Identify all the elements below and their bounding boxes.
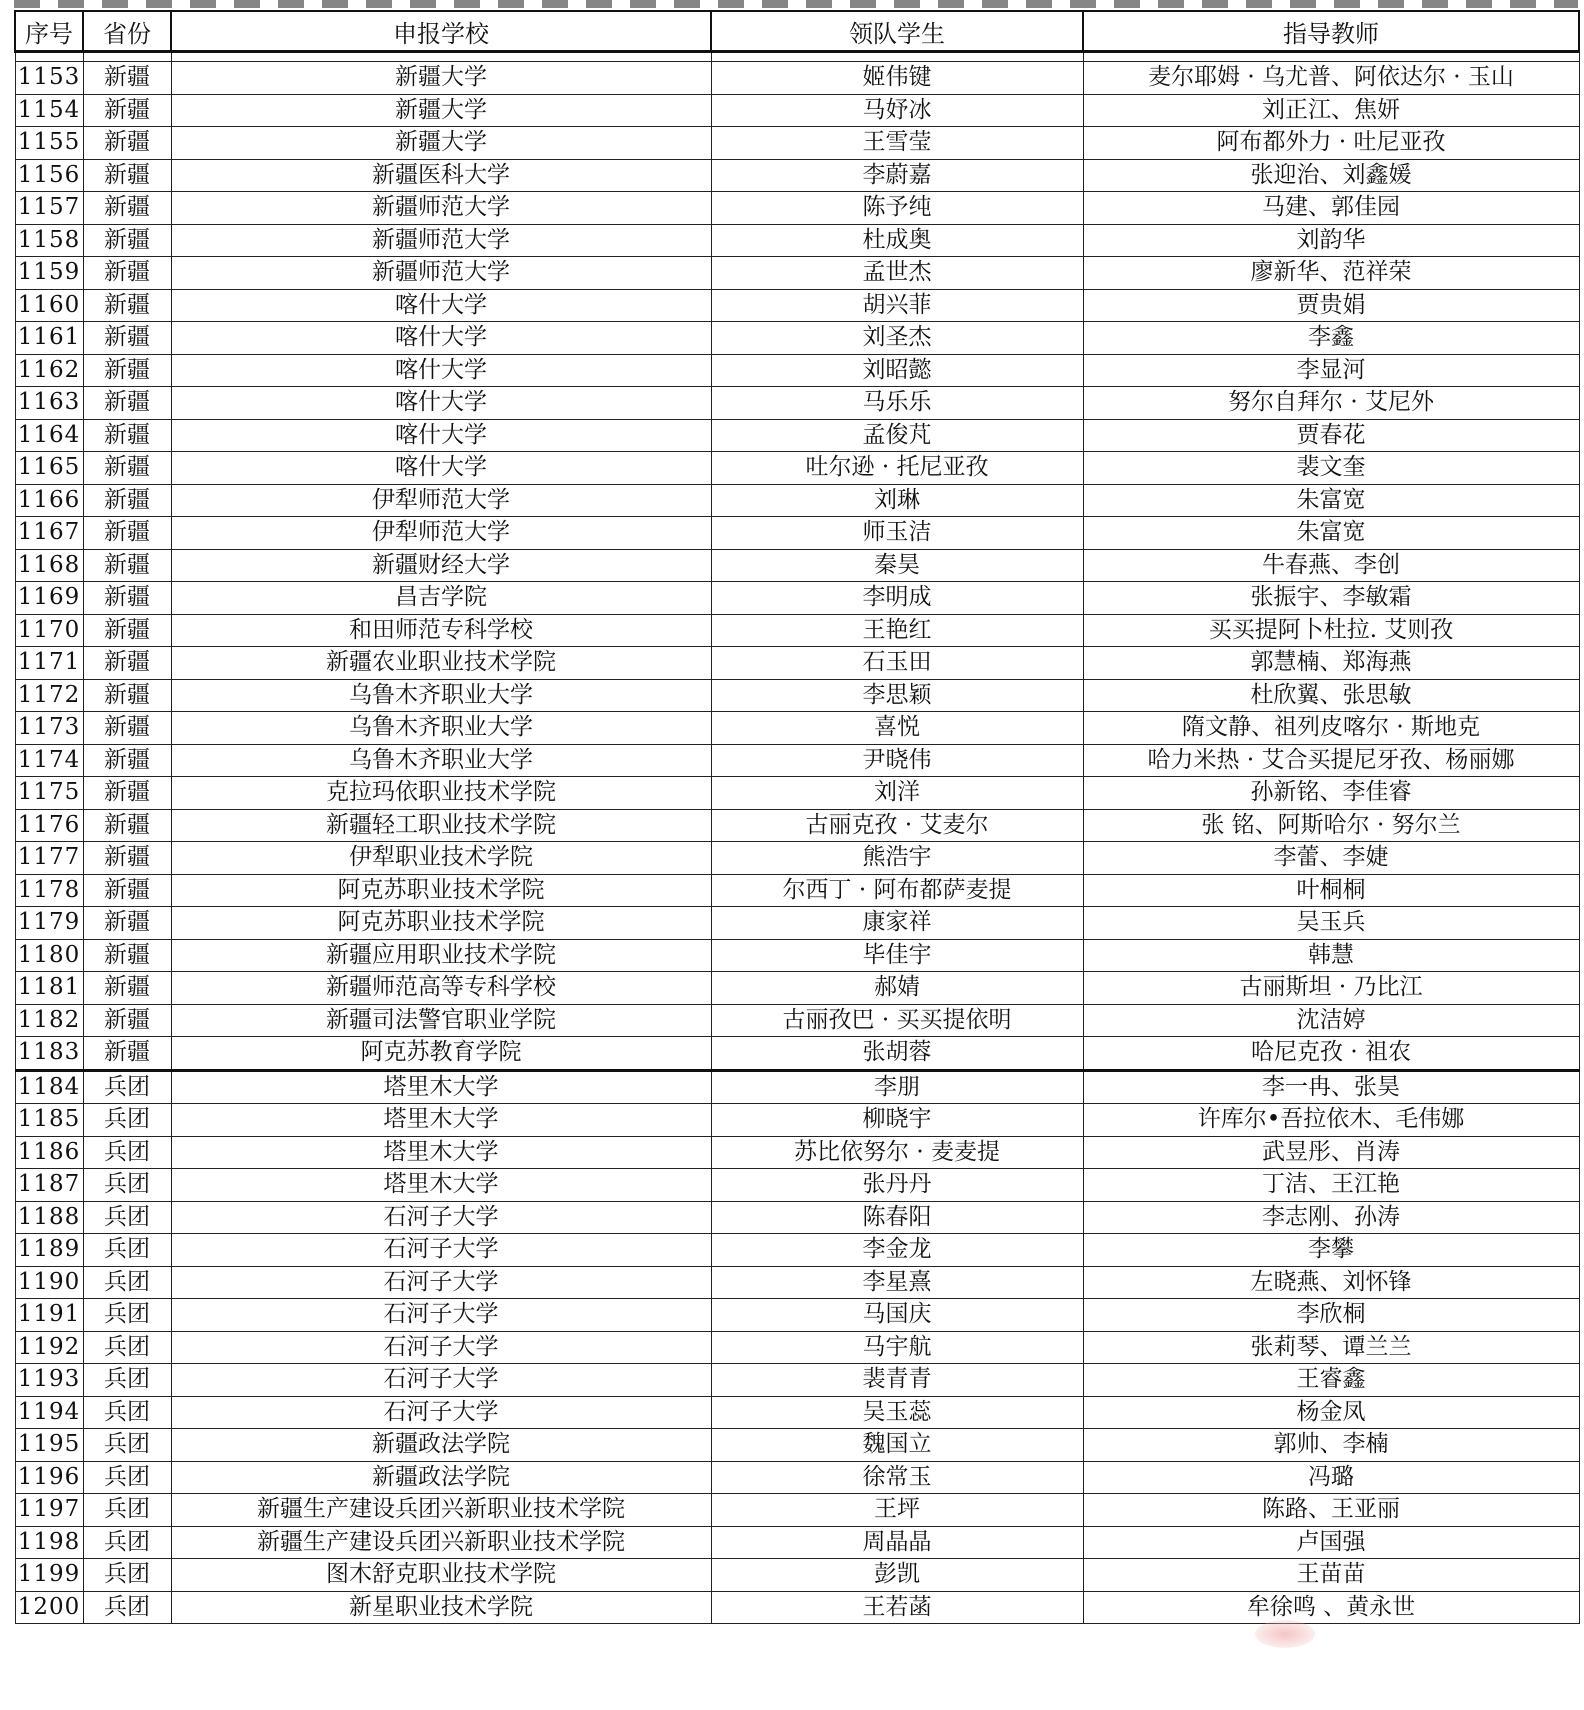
cell-school: 新疆大学	[171, 62, 711, 95]
cell-student: 陈春阳	[711, 1201, 1083, 1234]
cell-index: 1170	[15, 614, 83, 647]
cell-province: 新疆	[83, 517, 171, 550]
table-row	[15, 1559, 1579, 1592]
cell-province: 新疆	[83, 257, 171, 290]
cell-index: 1183	[15, 1037, 83, 1071]
cell-student: 李蔚嘉	[711, 159, 1083, 192]
table-row	[15, 1070, 1579, 1104]
cell-province: 兵团	[83, 1331, 171, 1364]
cell-teacher: 叶桐桐	[1083, 874, 1579, 907]
cell-school: 喀什大学	[171, 289, 711, 322]
cell-school: 新疆师范大学	[171, 257, 711, 290]
cell-teacher: 隋文静、祖列皮喀尔 · 斯地克	[1083, 712, 1579, 745]
cell-index: 1169	[15, 582, 83, 615]
cell-index: 1156	[15, 159, 83, 192]
cell-index: 1181	[15, 972, 83, 1005]
cell-teacher: 杨金凤	[1083, 1396, 1579, 1429]
cell-student: 刘圣杰	[711, 322, 1083, 355]
cell-index: 1188	[15, 1201, 83, 1234]
cell-index: 1187	[15, 1169, 83, 1202]
table-row	[15, 1526, 1579, 1559]
cell-school: 克拉玛依职业技术学院	[171, 777, 711, 810]
cell-student: 张丹丹	[711, 1169, 1083, 1202]
cell-index: 1165	[15, 452, 83, 485]
header-index: 序号	[15, 11, 83, 52]
cell-province: 新疆	[83, 452, 171, 485]
table-row	[15, 127, 1579, 160]
cell-teacher: 许库尔•吾拉依木、毛伟娜	[1083, 1104, 1579, 1137]
table-row	[15, 1266, 1579, 1299]
cell-teacher: 努尔自拜尔 · 艾尼外	[1083, 387, 1579, 420]
cell-province: 新疆	[83, 62, 171, 95]
cell-student: 马妤冰	[711, 94, 1083, 127]
cell-province: 新疆	[83, 192, 171, 225]
cell-school: 新疆财经大学	[171, 549, 711, 582]
cell-index: 1185	[15, 1104, 83, 1137]
cell-school: 新疆司法警官职业学院	[171, 1004, 711, 1037]
cell-teacher: 孙新铭、李佳睿	[1083, 777, 1579, 810]
cell-student: 杜成奥	[711, 224, 1083, 257]
cell-student: 王若菡	[711, 1591, 1083, 1624]
cell-teacher: 麦尔耶姆 · 乌尤普、阿依达尔 · 玉山	[1083, 62, 1579, 95]
cell-student: 毕佳宇	[711, 939, 1083, 972]
cell-student: 喜悦	[711, 712, 1083, 745]
cell-school: 石河子大学	[171, 1364, 711, 1397]
table-row	[15, 712, 1579, 745]
cell-school: 石河子大学	[171, 1266, 711, 1299]
cell-index: 1200	[15, 1591, 83, 1624]
cell-index: 1173	[15, 712, 83, 745]
cell-index: 1168	[15, 549, 83, 582]
cell-school: 新疆轻工职业技术学院	[171, 809, 711, 842]
cell-index: 1154	[15, 94, 83, 127]
cell-teacher: 马建、郭佳园	[1083, 192, 1579, 225]
cell-teacher: 廖新华、范祥荣	[1083, 257, 1579, 290]
cropped-title-remnant	[14, 0, 1578, 8]
cell-student: 李朋	[711, 1070, 1083, 1104]
table-row	[15, 289, 1579, 322]
roster-body	[15, 52, 1579, 1624]
table-row	[15, 62, 1579, 95]
table-row	[15, 582, 1579, 615]
cell-teacher: 王苗苗	[1083, 1559, 1579, 1592]
cell-teacher: 丁洁、王江艳	[1083, 1169, 1579, 1202]
table-row	[15, 614, 1579, 647]
cell-index: 1180	[15, 939, 83, 972]
cell-student: 刘昭懿	[711, 354, 1083, 387]
cell-school: 阿克苏职业技术学院	[171, 907, 711, 940]
table-row	[15, 1299, 1579, 1332]
cell-school: 阿克苏职业技术学院	[171, 874, 711, 907]
cell-teacher: 裴文奎	[1083, 452, 1579, 485]
table-row	[15, 387, 1579, 420]
cell-index: 1192	[15, 1331, 83, 1364]
cell-school: 喀什大学	[171, 387, 711, 420]
cell-teacher: 朱富宽	[1083, 484, 1579, 517]
cell-index: 1157	[15, 192, 83, 225]
table-row	[15, 972, 1579, 1005]
cell-student: 熊浩宇	[711, 842, 1083, 875]
cell-province: 新疆	[83, 647, 171, 680]
cell-province: 新疆	[83, 972, 171, 1005]
cell-province: 新疆	[83, 1004, 171, 1037]
roster-table	[14, 10, 1580, 1624]
cell-index: 1191	[15, 1299, 83, 1332]
cell-school: 伊犁师范大学	[171, 484, 711, 517]
cell-school: 塔里木大学	[171, 1070, 711, 1104]
cell-teacher: 郭帅、李楠	[1083, 1429, 1579, 1462]
cell-index: 1196	[15, 1461, 83, 1494]
cell-province: 兵团	[83, 1201, 171, 1234]
cell-province: 新疆	[83, 354, 171, 387]
cell-school: 伊犁师范大学	[171, 517, 711, 550]
cell-teacher: 哈力米热 · 艾合买提尼牙孜、杨丽娜	[1083, 744, 1579, 777]
table-row	[15, 1234, 1579, 1267]
red-stamp-mark	[1255, 1620, 1315, 1648]
cell-teacher: 王睿鑫	[1083, 1364, 1579, 1397]
cell-school: 阿克苏教育学院	[171, 1037, 711, 1071]
cell-index: 1179	[15, 907, 83, 940]
cell-school: 塔里木大学	[171, 1104, 711, 1137]
cell-student: 胡兴菲	[711, 289, 1083, 322]
table-row	[15, 1461, 1579, 1494]
cell-teacher: 牟徐鸣 、黄永世	[1083, 1591, 1579, 1624]
table-row	[15, 1104, 1579, 1137]
cell-teacher: 李蕾、李婕	[1083, 842, 1579, 875]
cell-school: 图木舒克职业技术学院	[171, 1559, 711, 1592]
cell-student: 魏国立	[711, 1429, 1083, 1462]
cell-teacher: 刘正江、焦妍	[1083, 94, 1579, 127]
cell-province: 新疆	[83, 549, 171, 582]
cell-province: 兵团	[83, 1396, 171, 1429]
table-row	[15, 224, 1579, 257]
cell-index: 1171	[15, 647, 83, 680]
cell-school: 乌鲁木齐职业大学	[171, 679, 711, 712]
cell-school: 新疆应用职业技术学院	[171, 939, 711, 972]
cell-teacher: 吴玉兵	[1083, 907, 1579, 940]
cell-teacher: 郭慧楠、郑海燕	[1083, 647, 1579, 680]
cell-province: 兵团	[83, 1136, 171, 1169]
cell-school: 新疆政法学院	[171, 1429, 711, 1462]
cell-province: 兵团	[83, 1494, 171, 1527]
cell-index: 1159	[15, 257, 83, 290]
cell-province: 新疆	[83, 777, 171, 810]
cell-school: 新疆大学	[171, 94, 711, 127]
table-row	[15, 1037, 1579, 1071]
cell-province: 新疆	[83, 874, 171, 907]
cell-province: 新疆	[83, 94, 171, 127]
cell-school: 塔里木大学	[171, 1169, 711, 1202]
cell-student: 李思颖	[711, 679, 1083, 712]
cell-student: 秦昊	[711, 549, 1083, 582]
cell-student: 王雪莹	[711, 127, 1083, 160]
cell-student: 郝婧	[711, 972, 1083, 1005]
cell-student: 苏比依努尔 · 麦麦提	[711, 1136, 1083, 1169]
cell-student: 吐尔逊 · 托尼亚孜	[711, 452, 1083, 485]
cell-index: 1182	[15, 1004, 83, 1037]
cell-index: 1160	[15, 289, 83, 322]
cell-teacher: 朱富宽	[1083, 517, 1579, 550]
cell-school: 新疆生产建设兵团兴新职业技术学院	[171, 1494, 711, 1527]
cell-index: 1194	[15, 1396, 83, 1429]
cell-student: 刘洋	[711, 777, 1083, 810]
cell-student: 王坪	[711, 1494, 1083, 1527]
cell-index: 1178	[15, 874, 83, 907]
cell-teacher: 李一冉、张昊	[1083, 1070, 1579, 1104]
cell-province: 兵团	[83, 1559, 171, 1592]
cell-teacher: 李显河	[1083, 354, 1579, 387]
cell-school: 和田师范专科学校	[171, 614, 711, 647]
table-row	[15, 452, 1579, 485]
cell-school: 石河子大学	[171, 1201, 711, 1234]
cell-province: 兵团	[83, 1104, 171, 1137]
cell-province: 新疆	[83, 744, 171, 777]
cell-index: 1167	[15, 517, 83, 550]
table-row	[15, 1396, 1579, 1429]
cell-school: 石河子大学	[171, 1234, 711, 1267]
cell-province: 新疆	[83, 907, 171, 940]
cell-teacher: 牛春燕、李创	[1083, 549, 1579, 582]
cell-school: 石河子大学	[171, 1396, 711, 1429]
cell-teacher: 张迎治、刘鑫媛	[1083, 159, 1579, 192]
table-row	[15, 94, 1579, 127]
cell-teacher: 李鑫	[1083, 322, 1579, 355]
table-row	[15, 1201, 1579, 1234]
cell-index: 1190	[15, 1266, 83, 1299]
cell-province: 兵团	[83, 1169, 171, 1202]
cell-school: 喀什大学	[171, 452, 711, 485]
table-row	[15, 1364, 1579, 1397]
table-row	[15, 744, 1579, 777]
cell-index: 1174	[15, 744, 83, 777]
cell-index: 1155	[15, 127, 83, 160]
cell-index: 1161	[15, 322, 83, 355]
table-row	[15, 1331, 1579, 1364]
table-row	[15, 159, 1579, 192]
cell-index: 1166	[15, 484, 83, 517]
cell-student: 裴青青	[711, 1364, 1083, 1397]
cell-province: 新疆	[83, 712, 171, 745]
cell-index: 1197	[15, 1494, 83, 1527]
cell-student: 马国庆	[711, 1299, 1083, 1332]
cell-index: 1177	[15, 842, 83, 875]
cell-province: 兵团	[83, 1364, 171, 1397]
cell-province: 新疆	[83, 419, 171, 452]
cell-student: 刘琳	[711, 484, 1083, 517]
cell-province: 兵团	[83, 1070, 171, 1104]
cell-province: 兵团	[83, 1591, 171, 1624]
cell-school: 新疆师范高等专科学校	[171, 972, 711, 1005]
cell-index: 1195	[15, 1429, 83, 1462]
cell-student: 马乐乐	[711, 387, 1083, 420]
table-row	[15, 777, 1579, 810]
cell-province: 新疆	[83, 679, 171, 712]
cell-student: 尔西丁 · 阿布都萨麦提	[711, 874, 1083, 907]
cell-province: 新疆	[83, 939, 171, 972]
cell-teacher: 哈尼克孜 · 祖农	[1083, 1037, 1579, 1071]
cell-index: 1193	[15, 1364, 83, 1397]
cell-index: 1153	[15, 62, 83, 95]
cell-student: 张胡蓉	[711, 1037, 1083, 1071]
cell-teacher: 杜欣翼、张思敏	[1083, 679, 1579, 712]
cell-student: 姬伟键	[711, 62, 1083, 95]
cell-school: 新疆师范大学	[171, 192, 711, 225]
table-row	[15, 1004, 1579, 1037]
cell-school: 石河子大学	[171, 1331, 711, 1364]
cell-province: 新疆	[83, 387, 171, 420]
cell-index: 1189	[15, 1234, 83, 1267]
cell-student: 石玉田	[711, 647, 1083, 680]
table-row	[15, 354, 1579, 387]
cell-school: 喀什大学	[171, 354, 711, 387]
table-row	[15, 1591, 1579, 1624]
cell-province: 新疆	[83, 322, 171, 355]
table-row	[15, 1169, 1579, 1202]
cell-school: 昌吉学院	[171, 582, 711, 615]
cell-student: 王艳红	[711, 614, 1083, 647]
cell-teacher: 刘韵华	[1083, 224, 1579, 257]
cell-index: 1175	[15, 777, 83, 810]
cell-student: 古丽孜巴 · 买买提依明	[711, 1004, 1083, 1037]
cell-index: 1176	[15, 809, 83, 842]
cell-index: 1198	[15, 1526, 83, 1559]
cell-province: 新疆	[83, 614, 171, 647]
cell-student: 尹晓伟	[711, 744, 1083, 777]
cell-student: 古丽克孜 · 艾麦尔	[711, 809, 1083, 842]
cell-teacher: 卢国强	[1083, 1526, 1579, 1559]
cell-school: 乌鲁木齐职业大学	[171, 744, 711, 777]
cell-index: 1163	[15, 387, 83, 420]
table-row	[15, 874, 1579, 907]
cell-teacher: 左晓燕、刘怀锋	[1083, 1266, 1579, 1299]
cell-school: 喀什大学	[171, 419, 711, 452]
header-teacher: 指导教师	[1083, 11, 1579, 52]
cell-school: 新疆生产建设兵团兴新职业技术学院	[171, 1526, 711, 1559]
table-row	[15, 419, 1579, 452]
table-row	[15, 257, 1579, 290]
cell-teacher: 冯璐	[1083, 1461, 1579, 1494]
cell-school: 新星职业技术学院	[171, 1591, 711, 1624]
table-row	[15, 679, 1579, 712]
cell-student: 彭凯	[711, 1559, 1083, 1592]
cell-index: 1162	[15, 354, 83, 387]
cell-province: 新疆	[83, 484, 171, 517]
header-student: 领队学生	[711, 11, 1083, 52]
cell-teacher: 李攀	[1083, 1234, 1579, 1267]
cell-student: 周晶晶	[711, 1526, 1083, 1559]
cell-province: 新疆	[83, 289, 171, 322]
cell-province: 兵团	[83, 1234, 171, 1267]
cell-teacher: 贾贵娟	[1083, 289, 1579, 322]
header-province: 省份	[83, 11, 171, 52]
table-row	[15, 322, 1579, 355]
table-row	[15, 192, 1579, 225]
table-row	[15, 1429, 1579, 1462]
cell-student: 李星熹	[711, 1266, 1083, 1299]
cell-index: 1199	[15, 1559, 83, 1592]
cell-teacher: 武昱彤、肖涛	[1083, 1136, 1579, 1169]
cell-teacher: 贾春花	[1083, 419, 1579, 452]
table-row	[15, 939, 1579, 972]
table-row	[15, 1136, 1579, 1169]
cell-province: 新疆	[83, 842, 171, 875]
cell-student: 李明成	[711, 582, 1083, 615]
cell-index: 1184	[15, 1070, 83, 1104]
table-row	[15, 809, 1579, 842]
cell-teacher: 李欣桐	[1083, 1299, 1579, 1332]
table-row	[15, 484, 1579, 517]
cell-school: 塔里木大学	[171, 1136, 711, 1169]
cell-province: 兵团	[83, 1461, 171, 1494]
cell-school: 乌鲁木齐职业大学	[171, 712, 711, 745]
table-row	[15, 549, 1579, 582]
cell-student: 吴玉蕊	[711, 1396, 1083, 1429]
cell-province: 新疆	[83, 127, 171, 160]
cell-province: 新疆	[83, 1037, 171, 1071]
header-school: 申报学校	[171, 11, 711, 52]
table-row	[15, 1494, 1579, 1527]
cell-index: 1164	[15, 419, 83, 452]
cell-student: 孟世杰	[711, 257, 1083, 290]
cell-teacher: 古丽斯坦 · 乃比江	[1083, 972, 1579, 1005]
cell-index: 1158	[15, 224, 83, 257]
cell-province: 新疆	[83, 224, 171, 257]
table-row	[15, 647, 1579, 680]
cell-school: 伊犁职业技术学院	[171, 842, 711, 875]
cell-province: 兵团	[83, 1526, 171, 1559]
cell-student: 徐常玉	[711, 1461, 1083, 1494]
cell-province: 兵团	[83, 1299, 171, 1332]
cell-student: 孟俊芃	[711, 419, 1083, 452]
cell-teacher: 沈洁婷	[1083, 1004, 1579, 1037]
cell-teacher: 张莉琴、谭兰兰	[1083, 1331, 1579, 1364]
cell-student: 李金龙	[711, 1234, 1083, 1267]
cell-teacher: 阿布都外力 · 吐尼亚孜	[1083, 127, 1579, 160]
cell-teacher: 陈路、王亚丽	[1083, 1494, 1579, 1527]
cell-province: 新疆	[83, 159, 171, 192]
cell-teacher: 韩慧	[1083, 939, 1579, 972]
cell-teacher: 张 铭、阿斯哈尔 · 努尔兰	[1083, 809, 1579, 842]
cell-teacher: 李志刚、孙涛	[1083, 1201, 1579, 1234]
cell-province: 新疆	[83, 582, 171, 615]
table-row	[15, 907, 1579, 940]
header-row	[15, 11, 1579, 52]
cell-province: 兵团	[83, 1429, 171, 1462]
cell-student: 陈予纯	[711, 192, 1083, 225]
spacer-row	[15, 52, 1579, 62]
cell-school: 新疆农业职业技术学院	[171, 647, 711, 680]
cell-teacher: 张振宇、李敏霜	[1083, 582, 1579, 615]
cell-province: 新疆	[83, 809, 171, 842]
cell-province: 兵团	[83, 1266, 171, 1299]
cell-school: 新疆政法学院	[171, 1461, 711, 1494]
cell-school: 石河子大学	[171, 1299, 711, 1332]
cell-student: 师玉洁	[711, 517, 1083, 550]
cell-school: 喀什大学	[171, 322, 711, 355]
cell-teacher: 买买提阿卜杜拉. 艾则孜	[1083, 614, 1579, 647]
cell-school: 新疆大学	[171, 127, 711, 160]
cell-student: 康家祥	[711, 907, 1083, 940]
table-row	[15, 842, 1579, 875]
cell-school: 新疆医科大学	[171, 159, 711, 192]
cell-student: 马宇航	[711, 1331, 1083, 1364]
cell-index: 1186	[15, 1136, 83, 1169]
cell-index: 1172	[15, 679, 83, 712]
cell-school: 新疆师范大学	[171, 224, 711, 257]
table-row	[15, 517, 1579, 550]
cell-student: 柳晓宇	[711, 1104, 1083, 1137]
